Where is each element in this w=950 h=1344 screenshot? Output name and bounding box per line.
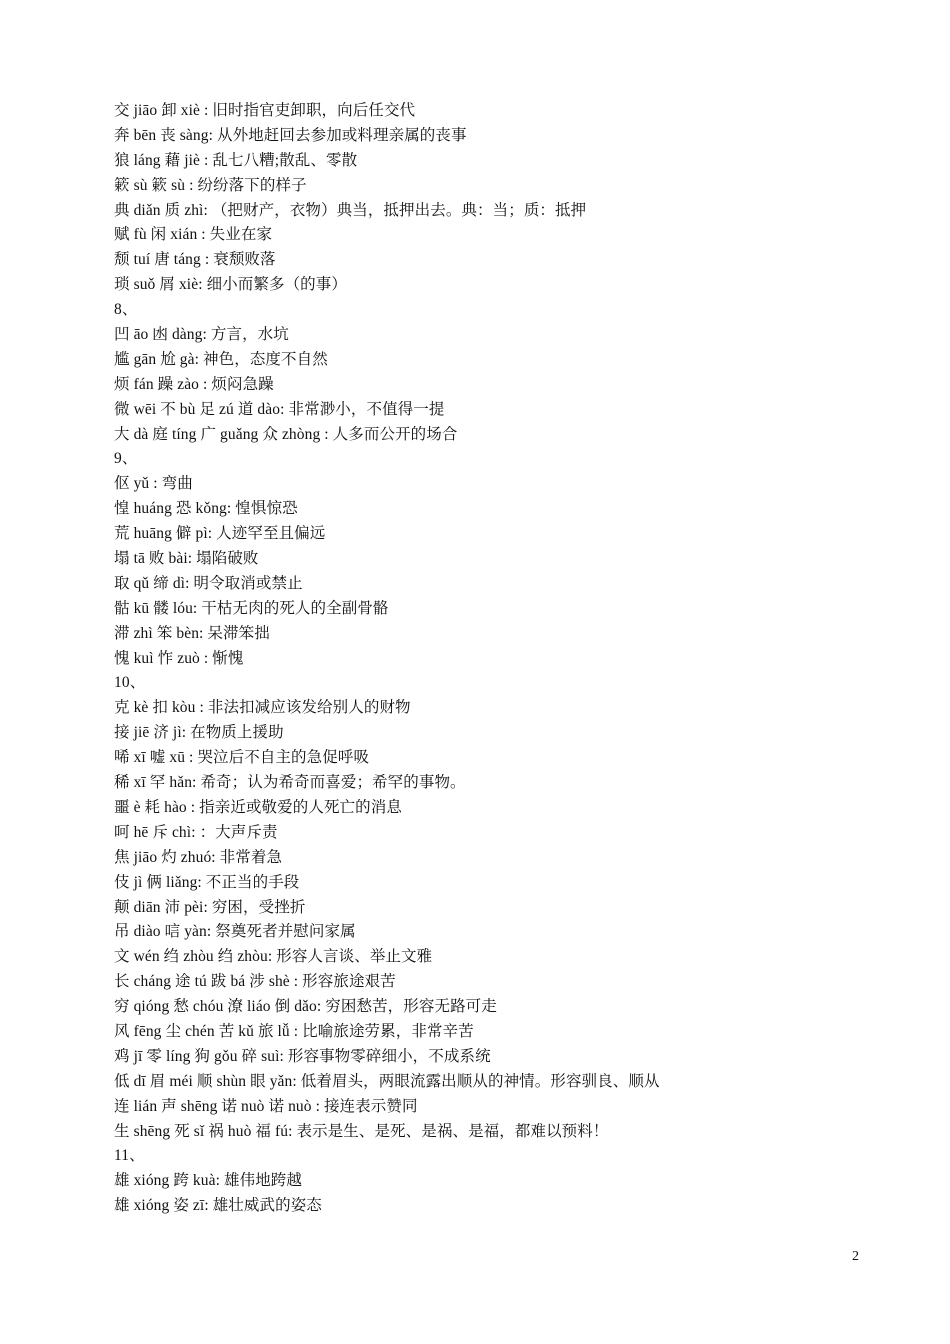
- vocab-line: 愧 kuì 怍 zuò : 惭愧: [114, 649, 244, 667]
- vocab-line: 伎 jì 俩 liǎng: 不正当的手段: [114, 873, 300, 891]
- vocab-line: 烦 fán 躁 zào : 烦闷急躁: [114, 375, 274, 393]
- section-heading: 11、: [114, 1147, 145, 1165]
- vocab-line: 焦 jiāo 灼 zhuó: 非常着急: [114, 848, 283, 866]
- vocab-line: 凹 āo 凼 dàng: 方言，水坑: [114, 326, 289, 344]
- vocabulary-list: [114, 99, 874, 1219]
- vocab-line: 交 jiāo 卸 xiè : 旧时指官吏卸职，向后任交代: [114, 102, 416, 119]
- vocab-line: 微 wēi 不 bù 足 zú 道 dào: 非常渺小，不值得一提: [114, 400, 445, 418]
- vocab-line: 荒 huāng 僻 pì: 人迹罕至且偏远: [114, 525, 326, 543]
- vocab-line: 克 kè 扣 kòu : 非法扣减应该发给别人的财物: [114, 699, 411, 717]
- vocab-line: 生 shēng 死 sǐ 祸 huò 福 fú: 表示是生、是死、是祸、是福，都难以预料！: [114, 1122, 609, 1140]
- vocab-line: 尴 gān 尬 gà: 神色，态度不自然: [114, 350, 328, 368]
- section-heading: 8、: [114, 301, 138, 319]
- section-heading: 10、: [114, 674, 146, 692]
- vocab-line: 连 lián 声 shēng 诺 nuò 诺 nuò : 接连表示赞同: [114, 1097, 418, 1115]
- vocab-line: 颓 tuí 唐 táng : 衰颓败落: [114, 251, 276, 269]
- vocab-line: 呵 hē 斥 chì: ：大声斥责: [114, 823, 278, 841]
- vocab-line: 文 wén 绉 zhòu 绉 zhòu: 形容人言谈、举止文雅: [114, 948, 433, 966]
- vocab-line: 吊 diào 唁 yàn: 祭奠死者并慰问家属: [114, 923, 356, 941]
- vocab-line: 大 dà 庭 tíng 广 guǎng 众 zhòng : 人多而公开的场合: [114, 425, 458, 443]
- section-heading: 9、: [114, 450, 138, 468]
- vocab-line: 长 cháng 途 tú 跋 bá 涉 shè : 形容旅途艰苦: [114, 973, 396, 991]
- vocab-line: 塌 tā 败 bài: 塌陷破败: [114, 550, 259, 568]
- vocab-line: 狼 láng 藉 jiè : 乱七八糟;散乱、零散: [114, 151, 358, 169]
- vocab-line: 典 diǎn 质 zhì: （把财产，衣物）典当，抵押出去。典：当；质：抵押: [114, 201, 587, 219]
- vocab-line: 骷 kū 髅 lóu: 干枯无肉的死人的全副骨骼: [114, 599, 389, 617]
- vocab-line: 滞 zhì 笨 bèn: 呆滞笨拙: [114, 624, 270, 642]
- vocab-line: 接 jiē 济 jì: 在物质上援助: [114, 724, 284, 742]
- vocab-line: 琐 suǒ 屑 xiè: 细小而繁多（的事）: [114, 276, 347, 294]
- vocab-line: 颠 diān 沛 pèi: 穷困，受挫折: [114, 898, 306, 916]
- vocab-line: 唏 xī 嘘 xū : 哭泣后不自主的急促呼吸: [114, 749, 370, 767]
- vocab-line: 伛 yǔ : 弯曲: [114, 475, 193, 493]
- vocab-line: 簌 sù 簌 sù : 纷纷落下的样子: [114, 176, 307, 194]
- vocab-line: 低 dī 眉 méi 顺 shùn 眼 yǎn: 低着眉头，两眼流露出顺从的神情。形容驯良、顺从: [114, 1072, 660, 1090]
- page-number: 2: [852, 1249, 859, 1264]
- vocab-line: 风 fēng 尘 chén 苦 kǔ 旅 lǚ : 比喻旅途劳累，非常辛苦: [114, 1022, 474, 1040]
- vocab-line: 惶 huáng 恐 kǒng: 惶惧惊恐: [114, 500, 298, 518]
- vocab-line: 稀 xī 罕 hǎn: 希奇；认为希奇而喜爱；希罕的事物。: [114, 774, 466, 792]
- vocab-line: 穷 qióng 愁 chóu 潦 liáo 倒 dǎo: 穷困愁苦，形容无路可走: [114, 998, 497, 1016]
- vocab-line: 赋 fù 闲 xián : 失业在家: [114, 226, 273, 244]
- vocab-line: 雄 xióng 跨 kuà: 雄伟地跨越: [114, 1172, 302, 1190]
- vocab-line: 鸡 jī 零 líng 狗 gǒu 碎 suì: 形容事物零碎细小，不成系统: [114, 1047, 491, 1065]
- vocab-line: 奔 bēn 丧 sàng: 从外地赶回去参加或料理亲属的丧事: [114, 126, 467, 144]
- vocab-line: 噩 è 耗 hào : 指亲近或敬爱的人死亡的消息: [114, 798, 402, 816]
- vocab-line: 雄 xióng 姿 zī: 雄壮威武的姿态: [114, 1197, 322, 1215]
- vocab-line: 取 qǔ 缔 dì: 明令取消或禁止: [114, 574, 303, 592]
